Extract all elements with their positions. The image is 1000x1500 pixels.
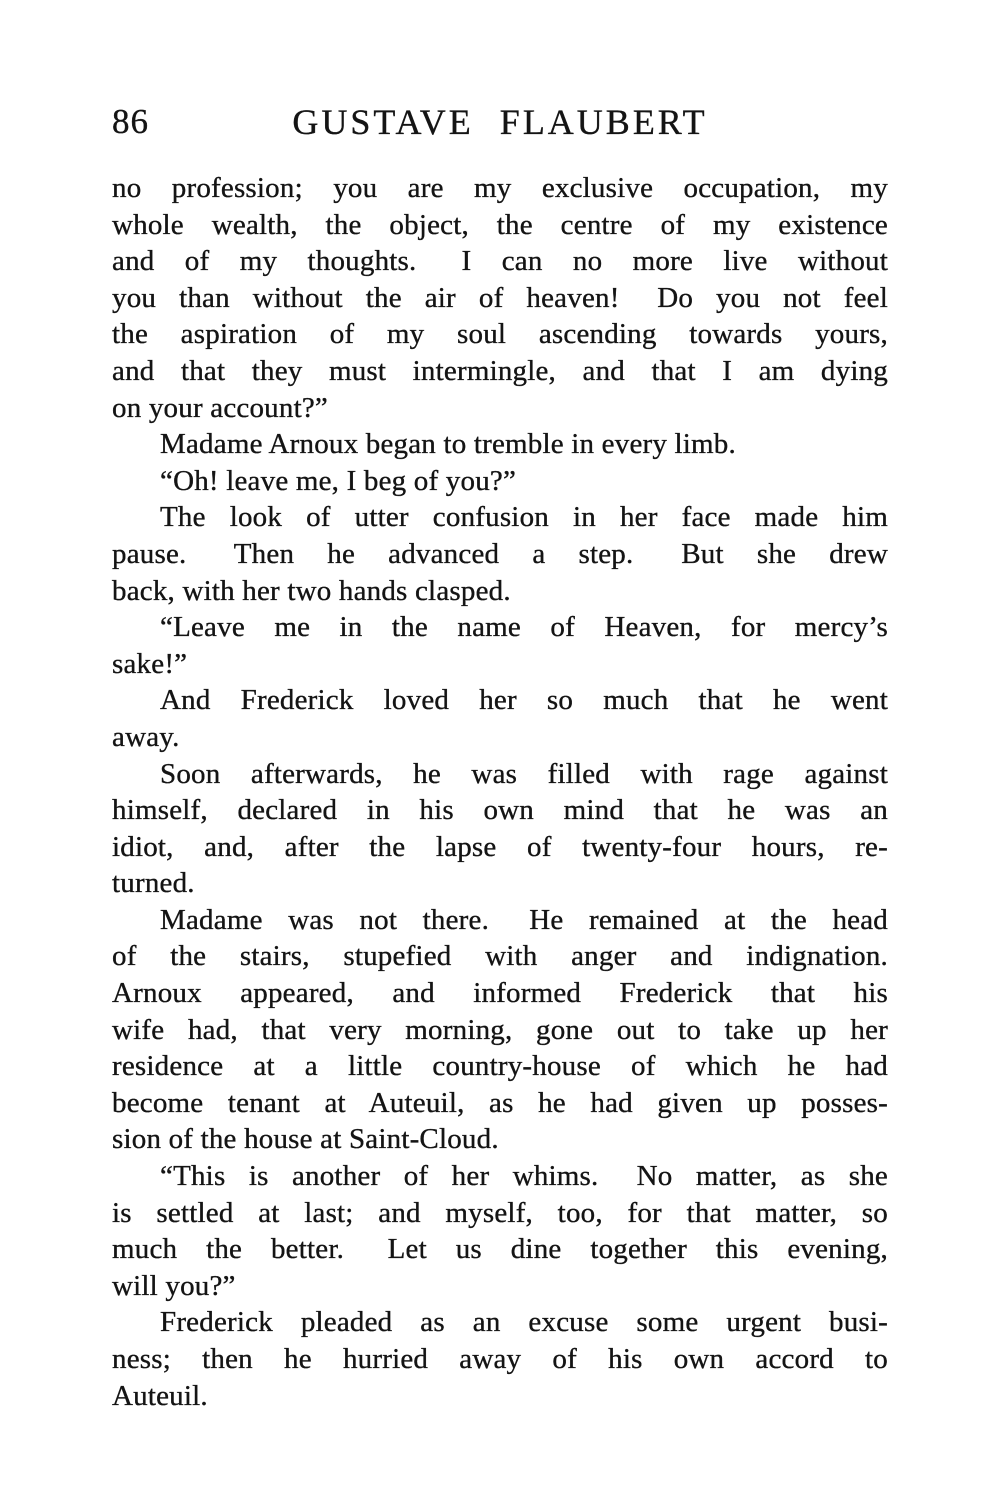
- text-line: no profession; you are my exclusive occupation, my: [112, 172, 888, 204]
- text-line: And Frederick loved her so much that he went: [160, 684, 888, 717]
- paragraph: [112, 682, 888, 755]
- text-line: become tenant at Auteuil, as he had given up posses-: [112, 1086, 888, 1119]
- text-line: of the stairs, stupefied with anger and indignation.: [112, 940, 888, 973]
- text-line: you than without the air of heaven! Do you not feel: [112, 281, 888, 314]
- text-line: and that they must intermingle, and that I am dying: [112, 354, 888, 387]
- text-line: Madame was not there. He remained at the head: [160, 903, 888, 936]
- paragraph: [112, 499, 888, 609]
- paragraph: [112, 609, 888, 682]
- text-line: on your account?”: [112, 391, 328, 424]
- text-line: and of my thoughts. I can no more live without: [112, 245, 888, 278]
- text-line: “This is another of her whims. No matter, as she: [160, 1160, 888, 1193]
- text-line: whole wealth, the object, the centre of my existence: [112, 208, 888, 241]
- text-line: Madame Arnoux began to tremble in every limb.: [160, 428, 736, 461]
- text-line: much the better. Let us dine together this evening,: [112, 1233, 888, 1266]
- text-line: Auteuil.: [112, 1379, 208, 1412]
- text-line: Arnoux appeared, and informed Frederick that his: [112, 977, 888, 1010]
- text-line: Frederick pleaded as an excuse some urgent busi-: [160, 1306, 888, 1339]
- text-line: “Oh! leave me, I beg of you?”: [160, 464, 517, 497]
- text-line: away.: [112, 720, 180, 753]
- page-header: [112, 100, 888, 144]
- page-body: [112, 170, 888, 1414]
- text-line: wife had, that very morning, gone out to take up her: [112, 1013, 888, 1046]
- running-title: GUSTAVE FLAUBERT: [292, 102, 708, 142]
- text-line: sion of the house at Saint-Cloud.: [112, 1123, 499, 1156]
- text-line: will you?”: [112, 1269, 236, 1302]
- text-line: residence at a little country-house of which he had: [112, 1050, 888, 1083]
- paragraph: [112, 902, 888, 1158]
- text-line: himself, declared in his own mind that he was an: [112, 794, 888, 827]
- paragraph: [112, 463, 888, 500]
- text-line: the aspiration of my soul ascending towards yours,: [112, 318, 888, 351]
- text-line: back, with her two hands clasped.: [112, 574, 511, 607]
- text-line: The look of utter confusion in her face made him: [160, 501, 888, 534]
- text-line: turned.: [112, 867, 195, 900]
- paragraph: [112, 756, 888, 902]
- text-line: is settled at last; and myself, too, for that matter, so: [112, 1196, 888, 1229]
- text-line: ness; then he hurried away of his own accord to: [112, 1343, 888, 1375]
- text-line: sake!”: [112, 647, 188, 680]
- text-line: pause. Then he advanced a step. But she drew: [112, 537, 888, 570]
- paragraph: [112, 170, 888, 426]
- page-number: 86: [112, 102, 149, 141]
- paragraph: [112, 1304, 888, 1414]
- paragraph: [112, 426, 888, 463]
- text-line: idiot, and, after the lapse of twenty-four hours, re-: [112, 830, 888, 863]
- text-line: Soon afterwards, he was filled with rage against: [160, 757, 888, 790]
- text-line: “Leave me in the name of Heaven, for mercy’s: [160, 611, 888, 644]
- paragraph: [112, 1158, 888, 1304]
